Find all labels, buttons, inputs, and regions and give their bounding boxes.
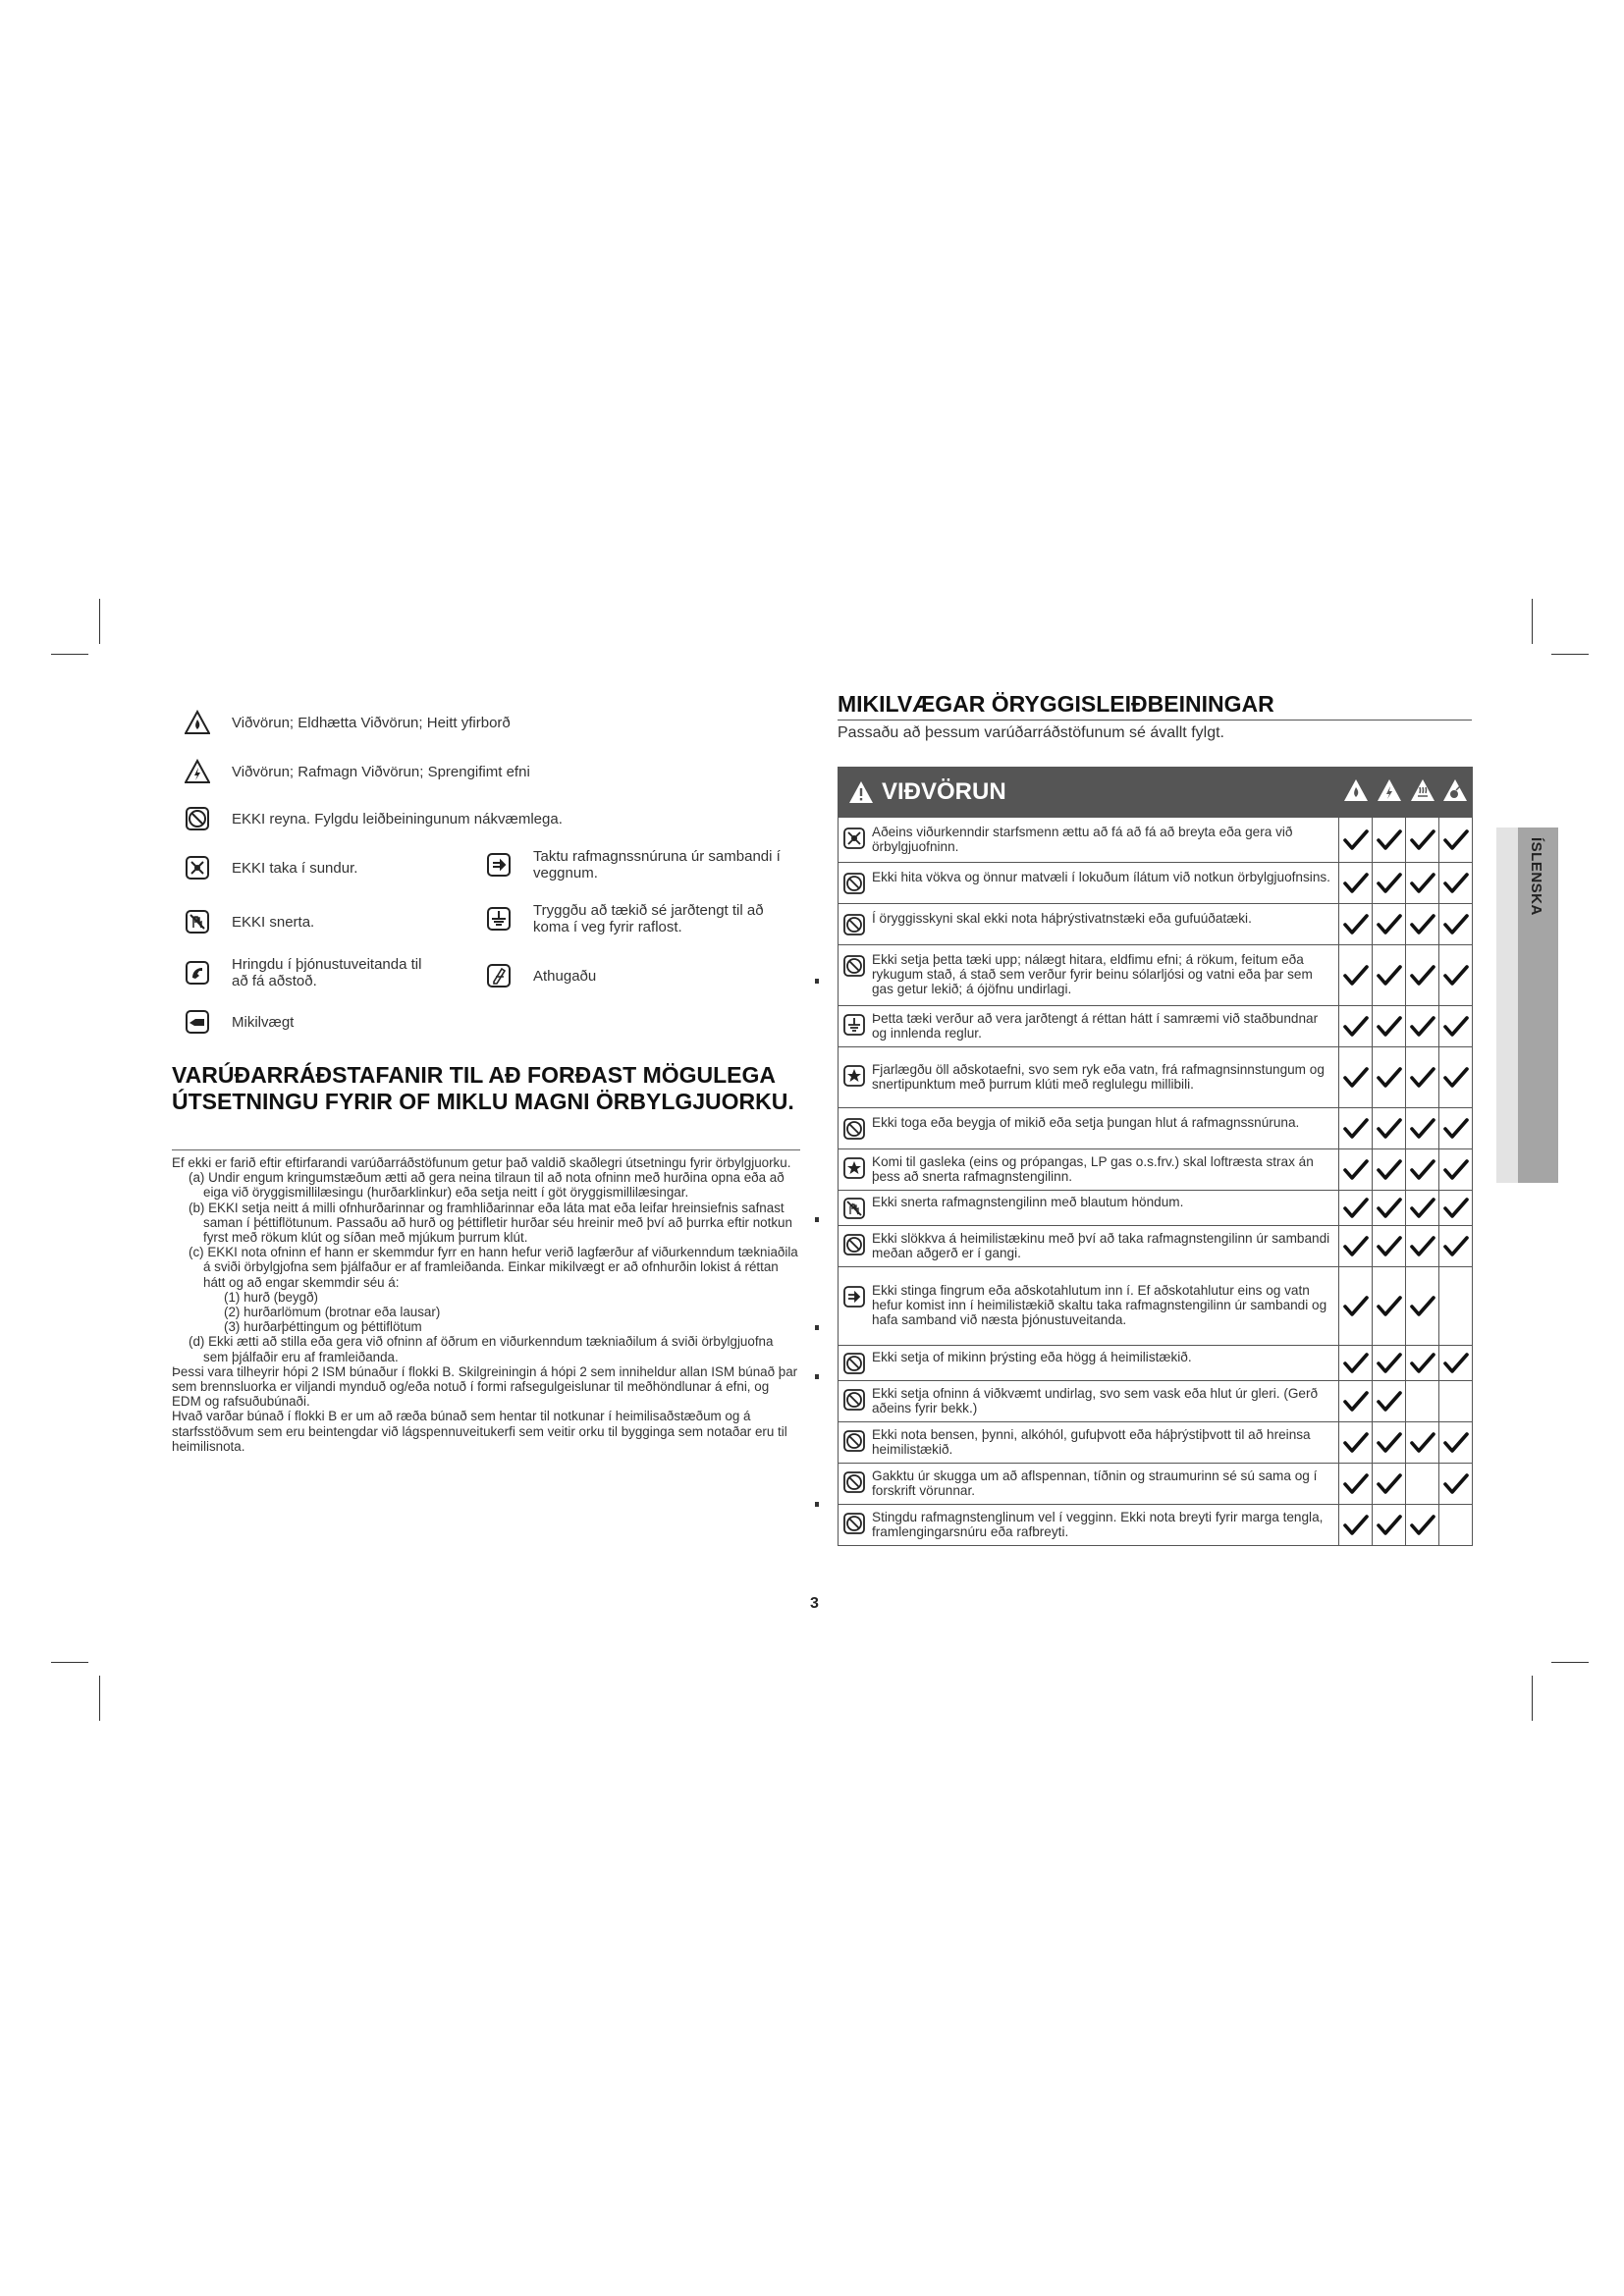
checkmark-icon (1339, 818, 1373, 863)
checkmark-icon (1373, 818, 1406, 863)
row-text: Ekki snerta rafmagnstengilinn með blautum höndum. (872, 1195, 1184, 1209)
legend-item: EKKI snerta. (185, 909, 314, 934)
unplug-icon (842, 1285, 866, 1308)
checkmark-icon (1339, 1505, 1373, 1546)
row-text: Ekki setja of mikinn þrýsting eða högg á heimilistækið. (872, 1350, 1192, 1364)
checkmark-icon (1339, 1346, 1373, 1381)
table-row (839, 1006, 1473, 1047)
checkmark-icon (1373, 1047, 1406, 1108)
checkmark-icon (1406, 1267, 1439, 1346)
legend-item: EKKI reyna. Fylgdu leiðbeiningunum nákvæmlega. (185, 806, 563, 831)
row-text: Ekki slökkva á heimilistækinu með því að taka rafmagnstengilinn úr sambandi meðan aðgerð er í gangi. (872, 1230, 1330, 1260)
list-item: (c) EKKI nota ofninn ef hann er skemmdur fyrr en hann hefur verið lagfærður af viðurkenndum tækniaðila á sviði örbylgjofna sem þjálfaður er af framleiðanda. Einkar mikilvægt er að ofnhurðin lokist á réttan hátt og að engar skemmdir séu á: (189, 1245, 798, 1290)
paragraph: Þessi vara tilheyrir hópi 2 ISM búnaður í flokki B. Skilgreiningin á hópi 2 sem inniheldur allan ISM búnað þar sem brennsluorka er viljandi mynduð og/eða notuð í formi rafsegulgeislunar til meðhöndlunar á efni, og EDM og rafsuðubúnaði. (172, 1363, 798, 1410)
checkmark-icon (1373, 1267, 1406, 1346)
checkmark-icon (1339, 1191, 1373, 1226)
checkmark-icon (1339, 1047, 1373, 1108)
gutter-mark (815, 1217, 819, 1222)
row-text-cell (839, 1422, 1339, 1464)
legend-item: Viðvörun; Eldhætta Viðvörun; Heitt yfirborð (185, 710, 511, 735)
checkmark-icon (1339, 1267, 1373, 1346)
explosive-icon (1439, 768, 1473, 818)
do-not-disassemble-icon (185, 855, 210, 881)
table-row (839, 1108, 1473, 1149)
table-row (839, 1267, 1473, 1346)
checkmark-icon (1339, 1381, 1373, 1422)
legend-item: Viðvörun; Rafmagn Viðvörun; Sprengifimt efni (185, 759, 530, 784)
page-number: 3 (810, 1595, 819, 1612)
row-text: Ekki stinga fingrum eða aðskotahlutum inn í. Ef aðskotahlutur eins og vatn hefur komist inn í heimilistækið skaltu taka rafmagnstengilinn úr sambandi og hafa samband við næsta þjónustuveitanda. (872, 1283, 1327, 1327)
checkmark-icon (1373, 1464, 1406, 1505)
crop-mark (51, 654, 88, 655)
table-row (839, 1381, 1473, 1422)
table-row (839, 945, 1473, 1006)
row-text: Fjarlægðu öll aðskotaefni, svo sem ryk eða vatn, frá rafmagnsinnstungum og snertipunktum með þurrum klúti með reglulegu millibili. (872, 1061, 1325, 1092)
crop-mark (51, 1662, 88, 1663)
empty-cell (1439, 1505, 1473, 1546)
empty-cell (1406, 1464, 1439, 1505)
row-text-cell (839, 1267, 1339, 1346)
warning-table (838, 767, 1473, 1546)
row-text-cell (839, 1108, 1339, 1149)
checkmark-icon (1339, 863, 1373, 904)
legend-item: Athugaðu (486, 963, 596, 988)
checkmark-icon (1373, 1191, 1406, 1226)
checkmark-icon (1373, 1505, 1406, 1546)
important-star-icon (842, 1156, 866, 1180)
checkmark-icon (1339, 1006, 1373, 1047)
checkmark-icon (1406, 818, 1439, 863)
paragraph: Hvað varðar búnað í flokki B er um að ræða búnað sem hentar til notkunar í heimilisaðstæðum og á starfsstöðvum sem eru beintengdar við lágspennuveitukerfi sem veitir orku til bygginga sem notaðar eru til heimilisnota. (172, 1409, 787, 1454)
empty-cell (1439, 1381, 1473, 1422)
row-text-cell (839, 1226, 1339, 1267)
phone-icon (185, 960, 210, 986)
checkmark-icon (1439, 945, 1473, 1006)
checkmark-icon (1373, 1422, 1406, 1464)
electric-warning-icon (1373, 768, 1406, 818)
row-text-cell (839, 1191, 1339, 1226)
warning-icon (848, 780, 874, 804)
checkmark-icon (1373, 1346, 1406, 1381)
row-text-cell (839, 1464, 1339, 1505)
row-text: Ekki setja ofninn á viðkvæmt undirlag, svo sem vask eða hlut úr gleri. (Gerð aðeins fyrir bekk.) (872, 1385, 1319, 1415)
checkmark-icon (1406, 863, 1439, 904)
table-header-title: VIÐVÖRUN (839, 768, 1339, 818)
section-body (172, 1155, 800, 1454)
legend-item: Tryggðu að tækið sé jarðtengt til að koma í veg fyrir raflost. (486, 902, 781, 935)
row-text-cell (839, 945, 1339, 1006)
checkmark-icon (1373, 1381, 1406, 1422)
legend-item: Mikilvægt (185, 1009, 294, 1035)
crop-mark (1532, 1676, 1533, 1721)
do-not-icon (842, 954, 866, 978)
checkmark-icon (1339, 1149, 1373, 1191)
unplug-icon (486, 852, 512, 878)
checkmark-icon (1339, 1226, 1373, 1267)
gutter-mark (815, 1325, 819, 1330)
checkmark-icon (1439, 1464, 1473, 1505)
language-tab-label: ÍSLENSKA (1528, 837, 1544, 916)
empty-cell (1439, 1267, 1473, 1346)
empty-cell (1406, 1381, 1439, 1422)
row-text: Ekki hita vökva og önnur matvæli í lokuðum ílátum við notkun örbylgjuofnsins. (872, 870, 1330, 884)
list-item: (a) Undir engum kringumstæðum ætti að gera neina tilraun til að nota ofninn með hurðina opna eða að eiga við öryggismillilæsingu (hurðarklinkur) eða setja neitt í göt öryggismillilæsingar. (189, 1170, 785, 1201)
checkmark-icon (1406, 904, 1439, 945)
list-item: (b) EKKI setja neitt á milli ofnhurðarinnar og framhliðarinnar eða láta mat eða leifar hreinsiefnis safnast saman í þéttiflötunum. Passaðu að hurð og þéttifletir hurðar séu hreinir með því að þurrka eftir notkun fyrst með rökum klút og síðan með mjúkum þurrum klút. (189, 1200, 792, 1246)
row-text-cell (839, 1149, 1339, 1191)
checkmark-icon (1406, 1346, 1439, 1381)
checkmark-icon (1439, 1422, 1473, 1464)
checkmark-icon (1439, 1226, 1473, 1267)
checkmark-icon (1439, 1149, 1473, 1191)
row-text-cell (839, 863, 1339, 904)
row-text: Aðeins viðurkenndir starfsmenn ættu að fá að fá að breyta eða gera við örbylgjuofninn. (872, 824, 1293, 854)
crop-mark (99, 1676, 100, 1721)
row-text: Komi til gasleka (eins og própangas, LP gas o.s.frv.) skal loftræsta strax án þess að snerta rafmagnstengilinn. (872, 1153, 1314, 1184)
checkmark-icon (1406, 1422, 1439, 1464)
gutter-mark (815, 979, 819, 984)
gutter-mark (815, 1502, 819, 1507)
legend-item: Hringdu í þjónustuveitanda til að fá aðstoð. (185, 956, 440, 989)
checkmark-icon (1373, 1149, 1406, 1191)
crop-mark (1532, 599, 1533, 644)
checkmark-icon (1439, 1346, 1473, 1381)
row-text-cell (839, 1346, 1339, 1381)
row-text: Í öryggisskyni skal ekki nota háþrýstivatnstæki eða gufuúðatæki. (872, 911, 1252, 926)
checkmark-icon (1373, 1108, 1406, 1149)
row-text-cell (839, 904, 1339, 945)
intro-text: Ef ekki er farið eftir eftirfarandi varúðarráðstöfunum getur það valdið skaðlegri útsetningu fyrir örbylgjuorku. (172, 1155, 791, 1170)
language-tab (1496, 828, 1558, 1183)
checkmark-icon (1406, 1191, 1439, 1226)
table-row (839, 1346, 1473, 1381)
table-row (839, 1047, 1473, 1108)
table-row (839, 1149, 1473, 1191)
hot-surface-icon (1406, 768, 1439, 818)
row-text-cell (839, 1505, 1339, 1546)
checkmark-icon (1439, 863, 1473, 904)
sub-list-item: (3) hurðarþéttingum og þéttiflötum (224, 1319, 422, 1335)
checkmark-icon (1406, 1006, 1439, 1047)
checkmark-icon (1339, 1464, 1373, 1505)
row-text: Ekki setja þetta tæki upp; nálægt hitara, eldfimu efni; á rökum, feitum eða rykugum stað, á stað sem verður fyrir beinu sólarljósi og vatni eða þar sem gas getur lekið; á ójöfnu undirlagi. (872, 952, 1313, 996)
row-text-cell (839, 1381, 1339, 1422)
table-row (839, 1464, 1473, 1505)
checkmark-icon (1373, 1226, 1406, 1267)
gutter-mark (815, 1374, 819, 1379)
checkmark-icon (1406, 1108, 1439, 1149)
note-icon (486, 963, 512, 988)
row-text: Þetta tæki verður að vera jarðtengt á réttan hátt í samræmi við staðbundnar og innlenda reglur. (872, 1010, 1319, 1041)
do-not-icon (842, 1429, 866, 1453)
do-not-icon (842, 913, 866, 936)
section-heading: VARÚÐARRÁÐSTAFANIR TIL AÐ FORÐAST MÖGULEGA ÚTSETNINGU FYRIR OF MIKLU MAGNI ÖRBYLGJUORKU. (172, 1062, 794, 1114)
checkmark-icon (1406, 1149, 1439, 1191)
checkmark-icon (1439, 1108, 1473, 1149)
do-not-icon (842, 872, 866, 895)
crop-mark (99, 599, 100, 644)
checkmark-icon (1439, 904, 1473, 945)
row-text-cell (839, 1006, 1339, 1047)
do-not-icon (842, 1352, 866, 1375)
divider (172, 1149, 800, 1150)
checkmark-icon (1406, 1047, 1439, 1108)
checkmark-icon (1373, 945, 1406, 1006)
checkmark-icon (1339, 1422, 1373, 1464)
checkmark-icon (1406, 1226, 1439, 1267)
electric-warning-icon (185, 759, 210, 784)
legend-item: Taktu rafmagnssnúruna úr sambandi í veggnum. (486, 848, 781, 881)
ground-icon (486, 906, 512, 932)
fire-warning-icon (185, 710, 210, 735)
checkmark-icon (1339, 1108, 1373, 1149)
crop-mark (1551, 1662, 1589, 1663)
table-row (839, 863, 1473, 904)
checkmark-icon (1339, 904, 1373, 945)
legend-item: EKKI taka í sundur. (185, 855, 357, 881)
table-row (839, 1505, 1473, 1546)
checkmark-icon (1439, 818, 1473, 863)
list-item: (d) Ekki ætti að stilla eða gera við ofninn af öðrum en viðurkenndum tækniaðilum á sviði örbylgjuofna sem þjálfaðir eru af framleiðanda. (189, 1334, 774, 1364)
do-not-icon (842, 1512, 866, 1535)
crop-mark (1551, 654, 1589, 655)
ground-icon (842, 1013, 866, 1037)
do-not-icon (842, 1388, 866, 1412)
checkmark-icon (1439, 1006, 1473, 1047)
checkmark-icon (1406, 1505, 1439, 1546)
do-not-touch-icon (842, 1197, 866, 1220)
do-not-touch-icon (185, 909, 210, 934)
checkmark-icon (1373, 1006, 1406, 1047)
checkmark-icon (1373, 904, 1406, 945)
table-row (839, 1422, 1473, 1464)
table-row (839, 818, 1473, 863)
row-text: Ekki toga eða beygja of mikið eða setja þungan hlut á rafmagnssnúruna. (872, 1115, 1300, 1130)
sub-list-item: (1) hurð (beygð) (224, 1289, 319, 1305)
row-text: Gakktu úr skugga um að aflspennan, tíðnin og straumurinn sé sú sama og í forskrift vörunnar. (872, 1468, 1318, 1498)
section-heading: MIKILVÆGAR ÖRYGGISLEIÐBEININGAR (838, 691, 1274, 717)
important-star-icon (842, 1064, 866, 1088)
important-icon (185, 1009, 210, 1035)
table-header-row (839, 768, 1473, 818)
do-not-disassemble-icon (842, 827, 866, 850)
table-row (839, 1226, 1473, 1267)
table-row (839, 904, 1473, 945)
checkmark-icon (1339, 945, 1373, 1006)
do-not-icon (842, 1470, 866, 1494)
divider (838, 720, 1472, 721)
sub-list-item: (2) hurðarlömum (brotnar eða lausar) (224, 1305, 441, 1320)
do-not-icon (185, 806, 210, 831)
row-text-cell (839, 818, 1339, 863)
fire-warning-icon (1339, 768, 1373, 818)
do-not-icon (842, 1117, 866, 1141)
row-text-cell (839, 1047, 1339, 1108)
row-text: Ekki nota bensen, þynni, alkóhól, gufuþvott eða háþrýstiþvott til að hreinsa heimilistækið. (872, 1426, 1311, 1457)
checkmark-icon (1439, 1191, 1473, 1226)
table-row (839, 1191, 1473, 1226)
row-text: Stingdu rafmagnstenglinum vel í vegginn. Ekki nota breyti fyrir marga tengla, framlengingarsnúru eða rafbreyti. (872, 1509, 1324, 1539)
section-subtitle: Passaðu að þessum varúðarráðstöfunum sé ávallt fylgt. (838, 724, 1224, 741)
checkmark-icon (1406, 945, 1439, 1006)
checkmark-icon (1373, 863, 1406, 904)
do-not-icon (842, 1233, 866, 1256)
checkmark-icon (1439, 1047, 1473, 1108)
